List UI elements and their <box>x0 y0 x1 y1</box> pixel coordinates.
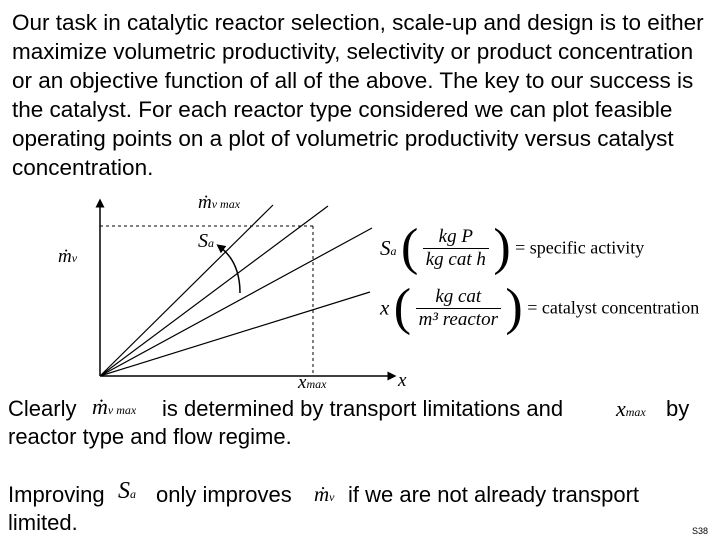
clearly-word: Clearly <box>8 396 77 421</box>
catalyst-concentration-units: $\frac{\text{kg cat}}{\text{m³ reactor}}$ <box>416 286 501 331</box>
activity-line-2 <box>100 206 328 376</box>
specific-activity-inline-symbol: Sa <box>118 478 136 504</box>
clearly-middle-text: is determined by transport limitations and <box>162 396 564 421</box>
y-axis-label: ṁv <box>58 246 78 267</box>
activity-line-1 <box>100 205 273 376</box>
activity-line-4 <box>100 292 370 376</box>
intro-paragraph: Our task in catalytic reactor selection, scale-up and design is to either maximize volumetric productivity, selectivity or product concentration or an objective function of all of the above. The key to our success is the catalyst. For each reactor type considered we can plot feasible operating points on a plot of volumetric productivity versus catalyst concentration. <box>12 10 704 180</box>
improving-word: Improving <box>8 482 105 507</box>
x-max-symbol: xmax <box>616 396 646 421</box>
specific-activity-description: = specific activity <box>515 237 645 258</box>
m-max-symbol: ṁv max <box>92 394 137 419</box>
right-paren: ) <box>505 279 523 336</box>
slide-number: S38 <box>692 526 709 536</box>
x-max-label: xmax <box>298 372 327 393</box>
improving-middle-text: only improves <box>156 482 292 507</box>
specific-activity-definition <box>380 219 645 276</box>
specific-activity-symbol: Sa <box>380 235 397 260</box>
left-paren: ( <box>393 279 412 336</box>
specific-activity-units: $\frac{\text{kg P}}{\text{kg cat h}}$ <box>423 226 489 271</box>
activity-line-3 <box>100 228 372 376</box>
clearly-line-two: reactor type and flow regime. <box>8 424 292 449</box>
left-paren: ( <box>400 219 419 276</box>
x-axis-label: x <box>398 370 407 391</box>
catalyst-concentration-symbol: x <box>380 295 390 320</box>
catalyst-concentration-description: = catalyst concentration <box>527 297 700 318</box>
improving-line-two: limited. <box>8 510 78 535</box>
improving-end-text: if we are not already transport <box>348 482 640 507</box>
clearly-end-text: by <box>666 396 690 421</box>
m-v-symbol: ṁv <box>314 482 335 506</box>
right-paren: ) <box>493 219 511 276</box>
y-max-label: ṁv max <box>198 192 241 213</box>
catalyst-concentration-definition <box>380 279 700 336</box>
slope-label: Sa <box>198 230 214 252</box>
